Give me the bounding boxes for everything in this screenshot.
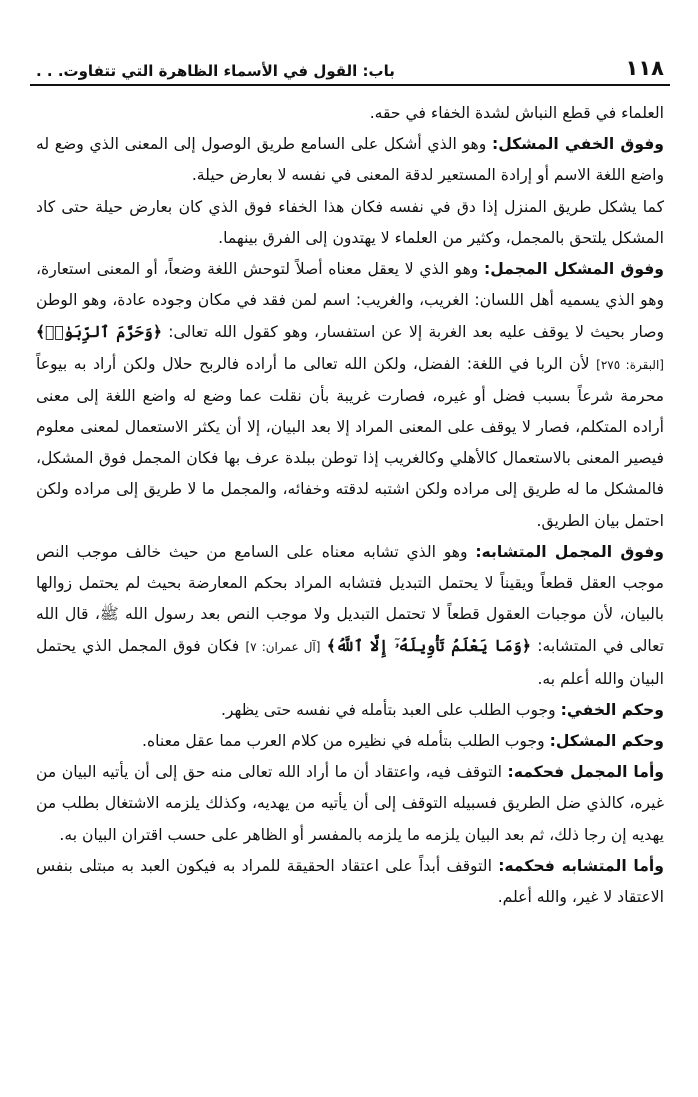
ruling-khafi (36, 695, 664, 726)
paragraph-text: وهو الذي لا يعقل معناه أصلاً لتوحش اللغة وضعاً، أو المعنى استعارة، وهو الذي يسميه أهل اللسان: الغريب، والغريب: اسم لمن فقد في مكان وجوده عادة، وهو الوطن وصار بحيث لا يوقف عليه بعد الغربة إلا عن استفسار، وهو كقول الله تعالى: (36, 260, 664, 342)
quran-verse-riba: ﴿وَحَرَّمَ ٱلرِّبَوٰا۟﴾ (36, 322, 162, 342)
ruling-mujmal (36, 757, 664, 851)
paragraph-1 (36, 98, 664, 129)
paragraph-mutashabih (36, 537, 664, 695)
paragraph-text: العلماء في قطع النباش لشدة الخفاء في حقه. (369, 104, 664, 122)
term-ruling-mutashabih: وأما المتشابه فحكمه: (498, 856, 664, 875)
term-mujmal: وفوق المشكل المجمل: (484, 260, 665, 279)
paragraph-text: التوقف أبداً على اعتقاد الحقيقة للمراد به فيكون العبد به مبتلى بنفس الاعتقاد لا غير، والله أعلم. (36, 856, 664, 907)
ruling-mushkil (36, 726, 664, 757)
term-mutashabih: وفوق المجمل المتشابه: (475, 542, 664, 561)
ruling-mutashabih (36, 851, 664, 913)
running-title: باب: القول في الأسماء الظاهرة التي تتفاوت. . . (36, 62, 395, 80)
verse-reference: [آل عمران: ٧] (245, 640, 321, 655)
page-number: ١١٨ (625, 56, 664, 80)
page-header (30, 50, 670, 86)
paragraph-text: التوقف فيه، واعتقاد أن ما أراد الله تعالى منه حق إلى أن يأتيه البيان من غيره، كالذي ضل الطريق فسبيله التوقف إلى أن يأتيه من يهديه، وكذلك يلزمه الاشتغال بطلب من يهديه إن رجا ذلك، ثم بعد البيان يلزمه ما يلزمه بالمفسر أو الظاهر على حسب اقتران البيان به. (36, 763, 664, 844)
term-mushkil: وفوق الخفي المشكل: (491, 135, 665, 154)
term-ruling-mujmal: وأما المجمل فحكمه: (507, 763, 664, 782)
paragraph-text: وجوب الطلب بتأمله في نظيره من كلام العرب مما عقل معناه. (142, 732, 550, 751)
quran-verse-tawil: ﴿وَمَا يَعْلَمُ تَأْوِيلَهُۥٓ إِلَّا ٱللَّهُ﴾ (326, 636, 532, 656)
paragraph-text: وجوب الطلب على العبد بتأمله في نفسه حتى يظهر. (220, 700, 561, 719)
paragraph-text: وهو الذي تشابه معناه على السامع من حيث خالف موجب النص موجب العقل قطعاً ويقيناً لا يحتمل التبديل فتشابه المراد بحكم المعارضة بحيث لم يحتمل زوالها بالبيان، لأن موجبات العقول قطعاً لا تحتمل التبديل ولا موجب النص بعد رسول الله ﷺ، قال الله تعالى في المتشابه: (36, 542, 664, 656)
paragraph-mushkil (36, 129, 664, 191)
paragraph-text: كما يشكل طريق المنزل إذا دق في نفسه فكان هذا الخفاء فوق الذي كان بعارض حيلة حتى كاد المشكل يلتحق بالمجمل، وكثير من العلماء لا يهتدون إلى الفرق بينهما. (36, 197, 664, 247)
paragraph-3 (36, 192, 664, 254)
paragraph-mujmal (36, 254, 664, 537)
verse-reference: [البقرة: ٢٧٥] (596, 357, 664, 372)
paragraph-text: فكان فوق المجمل الذي يحتمل البيان والله أعلم به. (36, 637, 664, 688)
paragraph-text: لأن الربا في اللغة: الفضل، ولكن الله تعالى ما أراده فالربح حلال ولكن أراد به بيوعاً محرمة شرعاً بسبب فضل أو غيره، فصارت غريبة بأن نقلت عما وضع له واضع اللغة إلى معنى أراده المتكلم، فصار لا يوقف على المعنى المراد إلا بعد البيان، إلا أن يكثر الاستعمال لمعنى معلوم فيصير المعنى بالاستعمال كالأهلي وكالغريب إذا توطن ببلدة عرف بها فكان المجمل فوق المشكل، فالمشكل ما له طريق إلى مراده ولكن اشتبه لدقته وخفائه، والمجمل ما لا طريق إلى مراده ولكن احتمل بيان الطريق. (36, 354, 664, 530)
term-ruling-mushkil: وحكم المشكل: (549, 732, 664, 751)
page-body (30, 98, 670, 913)
term-ruling-khafi: وحكم الخفي: (560, 700, 664, 719)
book-page (30, 50, 670, 913)
paragraph-text: وهو الذي أشكل على السامع طريق الوصول إلى المعنى الذي وضع له واضع اللغة الاسم أو إرادة المستعير لدقة المعنى في نفسه لا بعارض حيلة. (36, 135, 664, 185)
